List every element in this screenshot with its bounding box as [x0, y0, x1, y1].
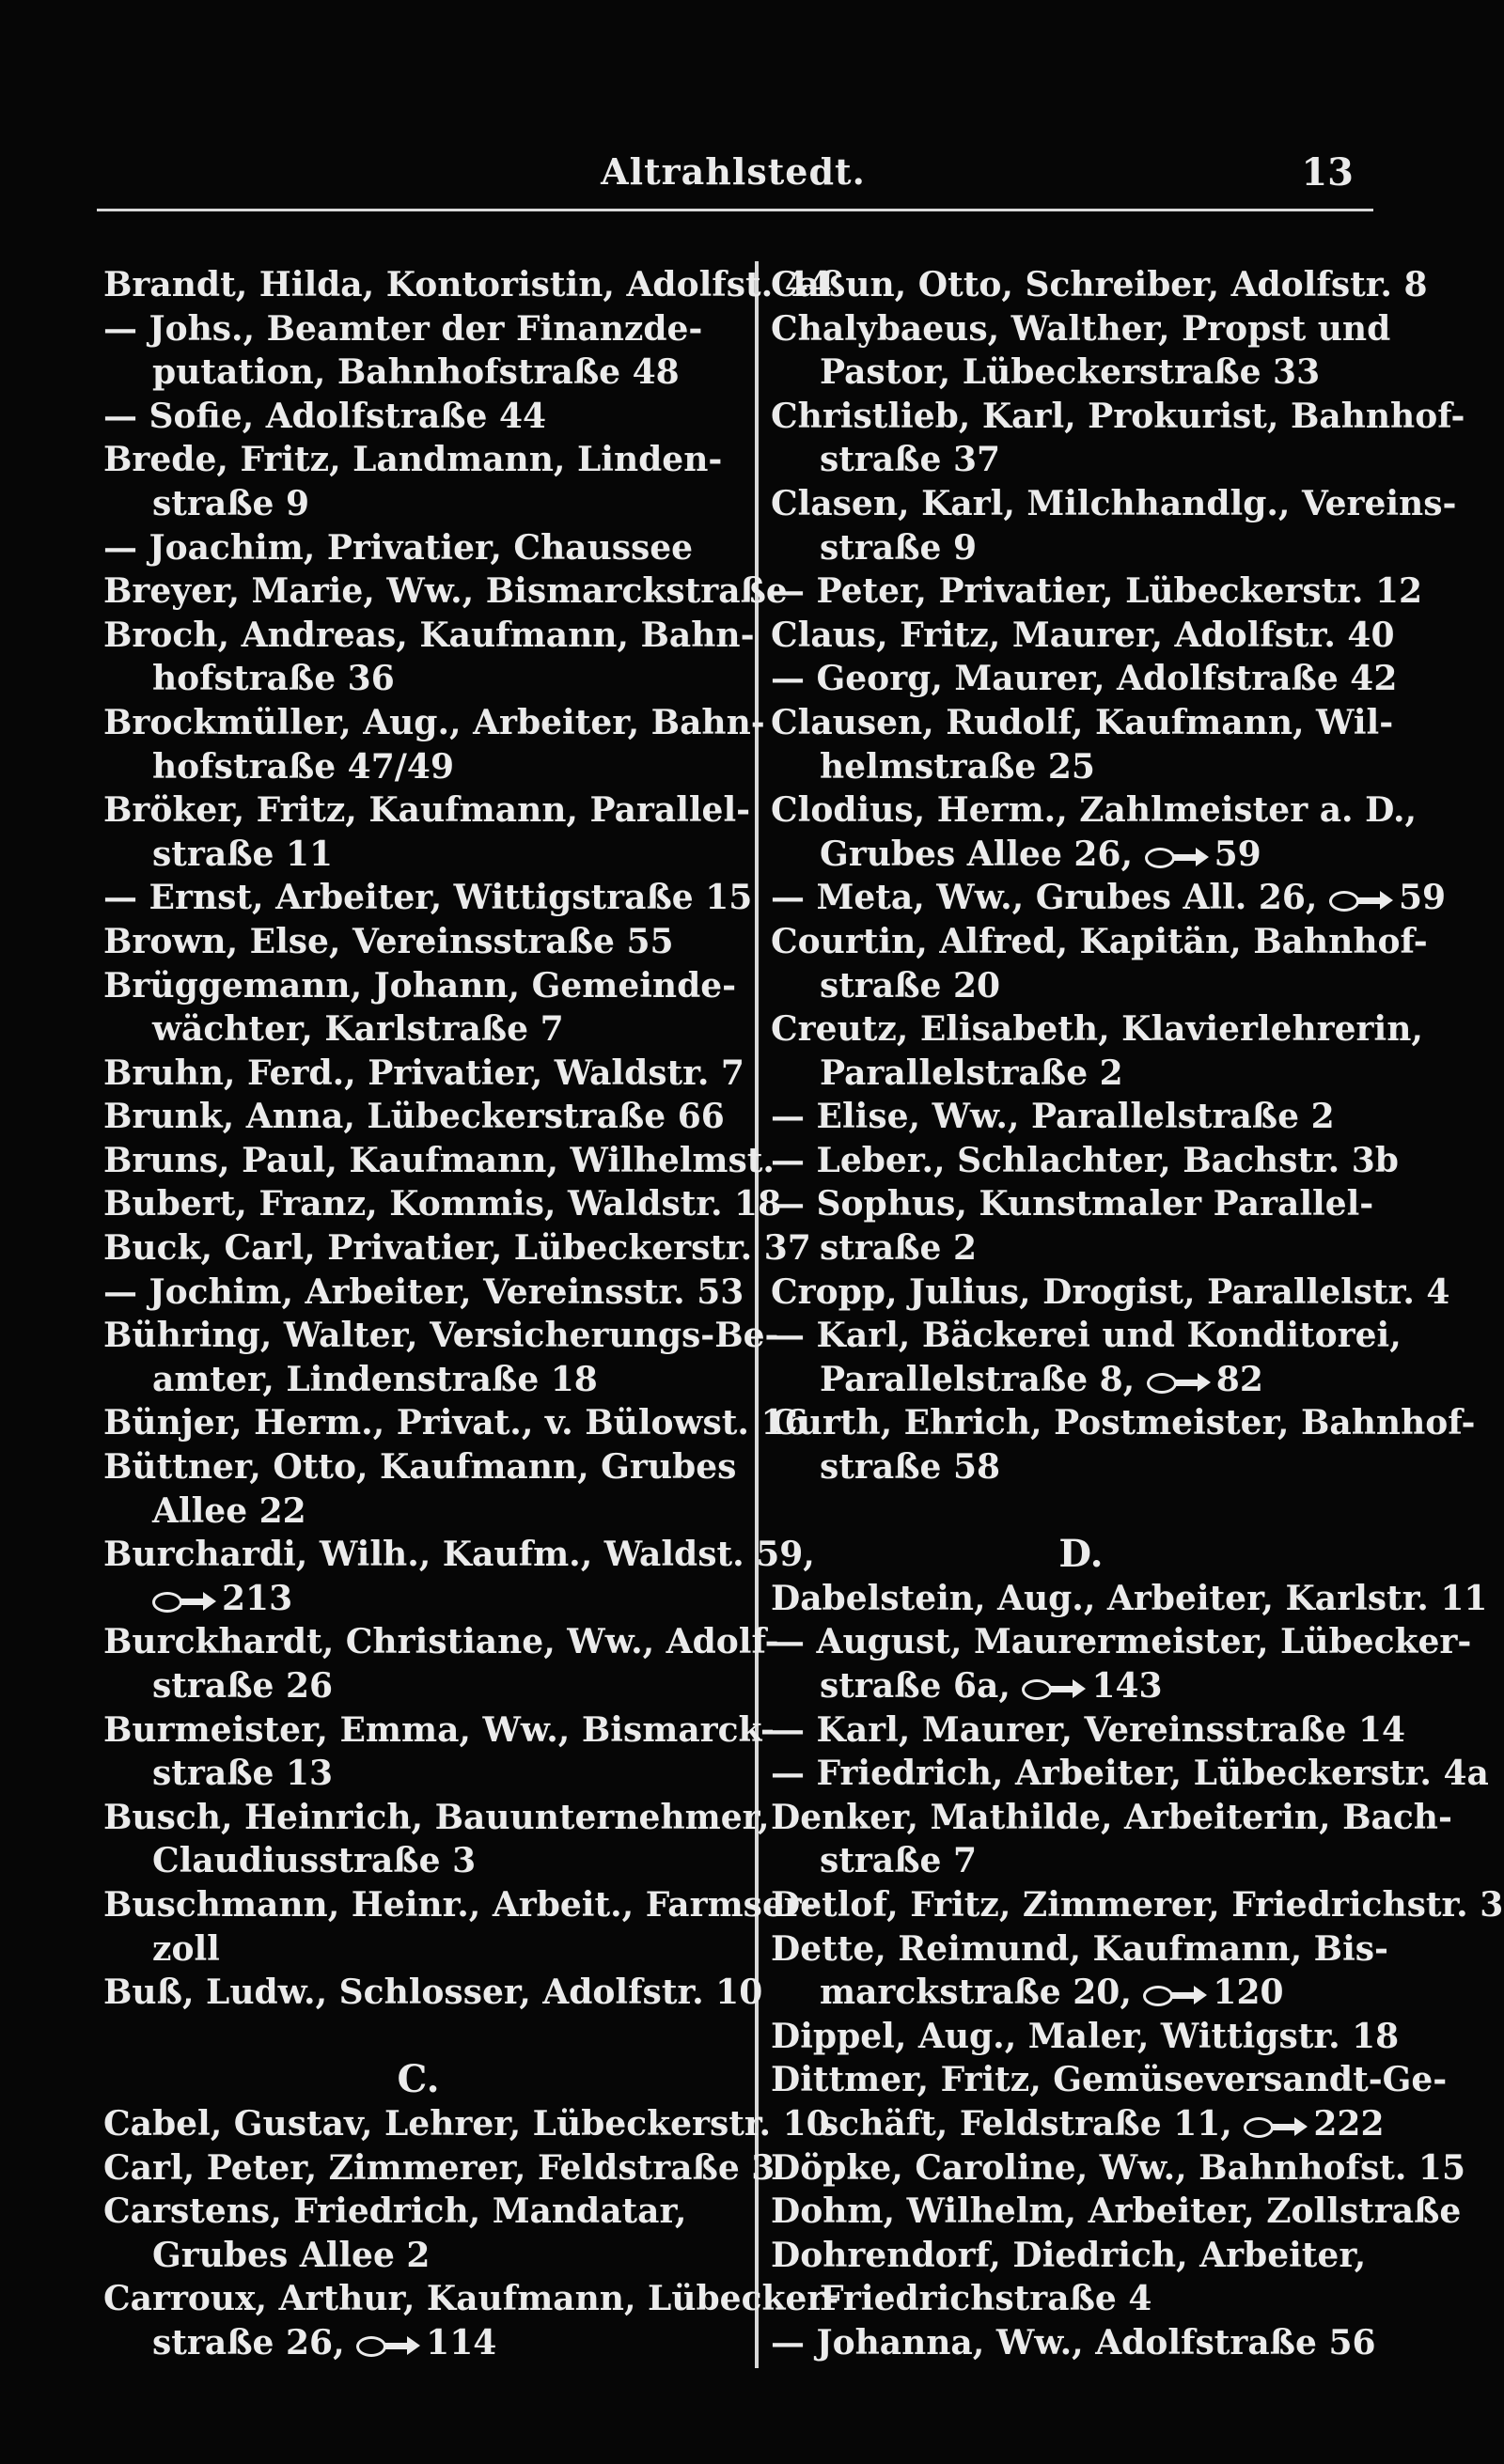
entry-text: Döpke, Caroline, Ww., Bahnhofst. 15: [771, 2147, 1466, 2188]
directory-entry: [771, 1752, 1489, 1796]
entry-text: Allee 22: [152, 1490, 306, 1531]
entry-text: zoll: [152, 1928, 220, 1969]
entry-text: Courtin, Alfred, Kapitän, Bahnhof-: [771, 921, 1428, 961]
entry-continuation: [103, 2234, 733, 2278]
section-letter: [103, 2058, 733, 2102]
entry-text: Carstens, Friedrich, Mandatar,: [103, 2191, 687, 2232]
entry-continuation: [771, 745, 1391, 789]
entry-text: Creutz, Elisabeth, Klavierlehrerin,: [771, 1009, 1423, 1050]
entry-text: Dabelstein, Aug., Arbeiter, Karlstr. 11: [771, 1578, 1488, 1618]
directory-entry: [103, 1708, 775, 1753]
phone-number: 59: [1214, 834, 1261, 874]
entry-text: Busch, Heinrich, Bauunternehmer,: [103, 1797, 770, 1837]
directory-entry: [103, 526, 733, 570]
entry-text: — Friedrich, Arbeiter, Lübeckerstr. 4a: [771, 1754, 1489, 1794]
directory-entry: [771, 2015, 1400, 2059]
entry-text: Bröker, Fritz, Kaufmann, Parallel-: [103, 790, 751, 831]
entry-text: Friedrichstraße 4: [820, 2279, 1152, 2319]
entry-text: Dippel, Aug., Maler, Wittigstr. 18: [771, 2016, 1400, 2056]
directory-entry: [103, 1401, 808, 1445]
entry-text: Cabel, Gustav, Lehrer, Lübeckerstr. 10: [103, 2103, 830, 2144]
entry-continuation: [103, 1577, 733, 1621]
directory-entry: [771, 2321, 1391, 2365]
entry-text: — Sophus, Kunstmaler Parallel-: [771, 1184, 1374, 1224]
phone-number: 59: [1399, 878, 1447, 918]
directory-entry: [771, 614, 1395, 658]
entry-text: Denker, Mathilde, Arbeiterin, Bach-: [771, 1797, 1452, 1837]
entry-text: Burchardi, Wilh., Kaufm., Waldst. 59,: [103, 1535, 815, 1575]
entry-text: Dohm, Wilhelm, Arbeiter, Zollstraße: [771, 2191, 1462, 2232]
directory-entry: [103, 1533, 815, 1577]
directory-entry: [771, 1007, 1423, 1052]
directory-entry: [771, 1314, 1402, 1358]
entry-text: straße 2: [820, 1228, 978, 1269]
entry-text: Dohrendorf, Diedrich, Arbeiter,: [771, 2235, 1367, 2275]
directory-entry: [103, 614, 755, 658]
spacer: [103, 2015, 733, 2059]
entry-continuation: [771, 1839, 1391, 1883]
entry-text: hofstraße 36: [152, 659, 395, 699]
entry-continuation: [103, 1839, 733, 1883]
entry-continuation: [771, 351, 1391, 395]
entry-text: Brandt, Hilda, Kontoristin, Adolfst. 44: [103, 265, 832, 304]
entry-text: Dette, Reimund, Kaufmann, Bis-: [771, 1928, 1388, 1969]
entry-text: Burckhardt, Christiane, Ww., Adolf-: [103, 1622, 779, 1662]
telephone-arrow-icon: [1147, 1373, 1209, 1392]
entry-text: Caßun, Otto, Schreiber, Adolfstr. 8: [771, 265, 1428, 304]
entry-text: straße 58: [820, 1447, 1001, 1488]
entry-text: straße 37: [820, 440, 1001, 480]
entry-text: — August, Maurermeister, Lübecker-: [771, 1622, 1472, 1662]
entry-text: — Johs., Beamter der Finanzde-: [103, 308, 703, 349]
entry-continuation: [771, 964, 1391, 1008]
telephone-arrow-icon: [1022, 1679, 1084, 1698]
phone-number: 222: [1313, 2103, 1385, 2144]
directory-entry: [103, 1052, 744, 1096]
entry-continuation: [103, 745, 733, 789]
entry-text: straße 13: [152, 1754, 334, 1794]
entry-text: — Meta, Ww., Grubes All. 26,: [771, 878, 1318, 918]
entry-text: Brown, Else, Vereinsstraße 55: [103, 921, 674, 961]
directory-entry: [103, 2190, 733, 2234]
directory-entry: [103, 2102, 830, 2146]
directory-entry: [103, 1314, 779, 1358]
directory-entry: [103, 1445, 737, 1489]
entry-text: — Johanna, Ww., Adolfstraße 56: [771, 2322, 1376, 2363]
entry-text: Grubes Allee 26,: [820, 834, 1134, 874]
directory-entry: [103, 1271, 744, 1315]
entry-text: Clasen, Karl, Milchhandlg., Vereins-: [771, 483, 1457, 523]
directory-entry: [771, 1927, 1391, 1972]
directory-entry: [771, 788, 1418, 833]
entry-text: Dittmer, Fritz, Gemüseversandt-Ge-: [771, 2060, 1448, 2100]
entry-text: Pastor, Lübeckerstraße 33: [820, 352, 1321, 393]
phone-number: 120: [1213, 1973, 1284, 2013]
section-letter: [771, 1533, 1391, 1577]
directory-entry: [771, 482, 1457, 526]
entry-text: Chalybaeus, Walther, Propst und: [771, 308, 1391, 349]
entry-continuation: [771, 1358, 1391, 1402]
entry-continuation: [103, 1664, 733, 1708]
left-column: [103, 263, 839, 2365]
directory-entry: [771, 876, 1447, 920]
entry-text: straße 9: [152, 483, 310, 523]
entry-text: Buß, Ludw., Schlosser, Adolfstr. 10: [103, 1973, 763, 2013]
entry-continuation: [103, 2321, 733, 2365]
directory-entry: [103, 395, 733, 439]
directory-entry: [771, 1796, 1452, 1840]
directory-entry: [771, 2234, 1391, 2278]
directory-entry: [103, 307, 733, 351]
entry-continuation: [103, 351, 733, 395]
directory-entry: [103, 1620, 779, 1664]
telephone-arrow-icon: [1244, 2117, 1306, 2136]
entry-text: Parallelstraße 2: [820, 1053, 1123, 1093]
entry-text: schäft, Feldstraße 11,: [820, 2103, 1232, 2144]
directory-entry: [103, 438, 733, 482]
directory-entry: [103, 1226, 811, 1271]
directory-entry: [771, 1095, 1391, 1139]
directory-entry: [771, 569, 1423, 614]
header-rule: [97, 209, 1373, 211]
entry-continuation: [103, 482, 733, 526]
entry-continuation: [771, 833, 1391, 877]
entry-text: Cropp, Julius, Drogist, Parallelstr. 4: [771, 1271, 1450, 1312]
entry-text: C.: [397, 2057, 440, 2102]
directory-entry: [103, 569, 788, 614]
phone-number: 143: [1091, 1666, 1163, 1706]
entry-text: amter, Lindenstraße 18: [152, 1359, 598, 1399]
entry-text: Brunk, Anna, Lübeckerstraße 66: [103, 1097, 725, 1137]
directory-entry: [771, 920, 1428, 964]
entry-text: Bruhn, Ferd., Privatier, Waldstr. 7: [103, 1053, 744, 1093]
entry-text: — Leber., Schlachter, Bachstr. 3b: [771, 1140, 1399, 1180]
directory-entry: [771, 2058, 1448, 2102]
phone-number: 114: [426, 2322, 497, 2363]
directory-entry: [103, 1971, 763, 2015]
entry-continuation: [103, 833, 733, 877]
entry-text: Brockmüller, Aug., Arbeiter, Bahn-: [103, 702, 765, 742]
entry-text: Brüggemann, Johann, Gemeinde-: [103, 965, 737, 1006]
entry-text: Detlof, Fritz, Zimmerer, Friedrichstr. 3: [771, 1884, 1504, 1925]
directory-entry: [771, 1401, 1476, 1445]
directory-entry: [103, 701, 765, 745]
directory-entry: [771, 263, 1428, 307]
entry-text: Parallelstraße 8,: [820, 1359, 1136, 1399]
directory-entry: [771, 2190, 1462, 2234]
entry-text: Bühring, Walter, Versicherungs-Be-: [103, 1316, 779, 1356]
entry-text: Buck, Carl, Privatier, Lübeckerstr. 37: [103, 1228, 811, 1269]
entry-text: Curth, Ehrich, Postmeister, Bahnhof-: [771, 1403, 1476, 1443]
directory-entry: [103, 788, 751, 833]
entry-continuation: [103, 657, 733, 701]
telephone-arrow-icon: [1143, 1986, 1205, 2004]
entry-text: straße 11: [152, 834, 334, 874]
entry-text: — Karl, Bäckerei und Konditorei,: [771, 1316, 1402, 1356]
directory-entry: [103, 1139, 775, 1183]
directory-entry: [771, 395, 1465, 439]
entry-continuation: [771, 526, 1391, 570]
entry-text: Clausen, Rudolf, Kaufmann, Wil-: [771, 702, 1394, 742]
entry-text: Christlieb, Karl, Prokurist, Bahnhof-: [771, 396, 1465, 436]
entry-text: — Sofie, Adolfstraße 44: [103, 396, 547, 436]
entry-text: Grubes Allee 2: [152, 2235, 431, 2275]
entry-text: putation, Bahnhofstraße 48: [152, 352, 680, 393]
telephone-arrow-icon: [152, 1592, 214, 1611]
entry-continuation: [103, 1489, 733, 1534]
entry-text: straße 26,: [152, 2322, 345, 2363]
directory-entry: [771, 1139, 1399, 1183]
entry-text: Bruns, Paul, Kaufmann, Wilhelmst.: [103, 1140, 775, 1180]
entry-text: straße 9: [820, 527, 978, 568]
entry-text: — Peter, Privatier, Lübeckerstr. 12: [771, 571, 1423, 612]
entry-continuation: [771, 2277, 1391, 2321]
entry-text: Bünjer, Herm., Privat., v. Bülowst. 16: [103, 1403, 808, 1443]
entry-text: Bubert, Franz, Kommis, Waldstr. 18: [103, 1184, 782, 1224]
entry-continuation: [103, 1358, 733, 1402]
directory-entry: [103, 920, 733, 964]
directory-entry: [103, 1182, 782, 1226]
directory-entry: [771, 1182, 1391, 1226]
directory-entry: [771, 701, 1394, 745]
phone-number: 213: [222, 1578, 293, 1618]
telephone-arrow-icon: [356, 2336, 418, 2355]
directory-entry: [103, 964, 737, 1008]
entry-text: — Ernst, Arbeiter, Wittigstraße 15: [103, 878, 753, 918]
phone-number: 82: [1215, 1359, 1263, 1399]
directory-entry: [771, 1271, 1450, 1315]
page-header: [94, 150, 1372, 207]
entry-text: straße 7: [820, 1841, 978, 1881]
entry-text: D.: [1058, 1532, 1104, 1577]
directory-entry: [771, 1577, 1488, 1621]
entry-text: Burmeister, Emma, Ww., Bismarck-: [103, 1709, 775, 1750]
running-title: Altrahlstedt.: [601, 150, 866, 193]
directory-entry: [103, 2277, 839, 2321]
entry-text: — Joachim, Privatier, Chaussee: [103, 527, 694, 568]
entry-text: helmstraße 25: [820, 746, 1095, 787]
entry-continuation: [771, 438, 1391, 482]
directory-entry: [103, 876, 753, 920]
entry-text: straße 6a,: [820, 1666, 1010, 1706]
page-number: 13: [1301, 150, 1354, 195]
entry-continuation: [771, 1052, 1391, 1096]
entry-continuation: [771, 1226, 1391, 1271]
entry-text: — Elise, Ww., Parallelstraße 2: [771, 1097, 1335, 1137]
entry-text: Claudiusstraße 3: [152, 1841, 477, 1881]
entry-text: — Karl, Maurer, Vereinsstraße 14: [771, 1709, 1406, 1750]
directory-entry: [771, 1620, 1472, 1664]
spacer: [771, 1489, 1391, 1534]
directory-entry: [103, 1095, 733, 1139]
directory-entry: [103, 263, 832, 307]
entry-continuation: [771, 1971, 1391, 2015]
entry-continuation: [103, 1007, 733, 1052]
directory-entry: [771, 307, 1391, 351]
directory-entry: [771, 1708, 1406, 1753]
entry-text: Büttner, Otto, Kaufmann, Grubes: [103, 1447, 737, 1488]
entry-continuation: [771, 1445, 1391, 1489]
entry-text: wächter, Karlstraße 7: [152, 1009, 564, 1050]
telephone-arrow-icon: [1145, 848, 1207, 866]
entry-text: Brede, Fritz, Landmann, Linden-: [103, 440, 723, 480]
entry-text: Claus, Fritz, Maurer, Adolfstr. 40: [771, 615, 1395, 655]
entry-continuation: [771, 1664, 1391, 1708]
entry-text: Carl, Peter, Zimmerer, Feldstraße 3: [103, 2147, 776, 2188]
entry-text: Carroux, Arthur, Kaufmann, Lübecker-: [103, 2279, 839, 2319]
right-column: [771, 263, 1504, 2365]
entry-text: Buschmann, Heinr., Arbeit., Farmser-: [103, 1884, 816, 1925]
directory-entry: [103, 1796, 770, 1840]
telephone-arrow-icon: [1329, 891, 1391, 910]
directory-entry: [103, 2146, 776, 2191]
entry-continuation: [771, 2102, 1391, 2146]
entry-text: hofstraße 47/49: [152, 746, 454, 787]
entry-text: marckstraße 20,: [820, 1973, 1132, 2013]
entry-text: Breyer, Marie, Ww., Bismarckstraße: [103, 571, 788, 612]
entry-text: — Georg, Maurer, Adolfstraße 42: [771, 659, 1398, 699]
entry-text: straße 20: [820, 965, 1001, 1006]
entry-continuation: [103, 1927, 733, 1972]
entry-continuation: [103, 1752, 733, 1796]
entry-text: Clodius, Herm., Zahlmeister a. D.,: [771, 790, 1418, 831]
entry-text: — Jochim, Arbeiter, Vereinsstr. 53: [103, 1271, 744, 1312]
directory-entry: [771, 1883, 1504, 1927]
entry-text: straße 26: [152, 1666, 334, 1706]
directory-entry: [771, 657, 1398, 701]
directory-entry: [103, 1883, 816, 1927]
entry-text: Broch, Andreas, Kaufmann, Bahn-: [103, 615, 755, 655]
directory-entry: [771, 2146, 1466, 2191]
